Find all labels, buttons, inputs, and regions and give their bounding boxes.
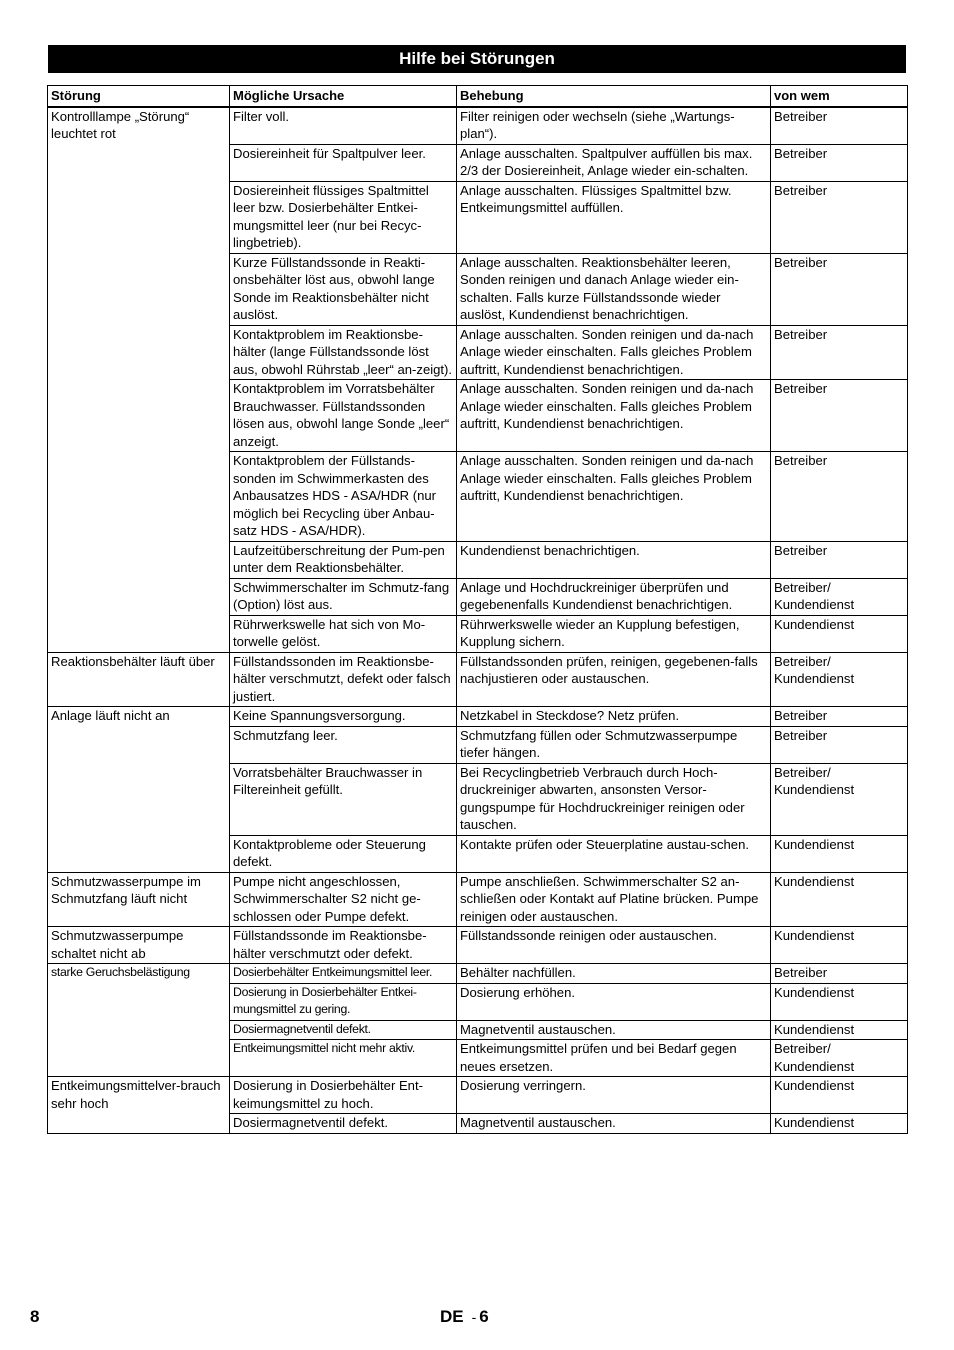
cause-cell: Dosiereinheit flüssiges Spaltmittel leer bzw. Dosierbehälter Entkei-mungsmittel leer (nur bei Recyc-lingbetrieb). — [230, 181, 457, 253]
cause-cell: Schmutzfang leer. — [230, 726, 457, 763]
cause-cell: Dosierung in Dosierbehälter Ent-keimungsmittel zu hoch. — [230, 1077, 457, 1114]
responsible-cell: Betreiber — [771, 707, 908, 727]
remedy-cell: Anlage und Hochdruckreiniger überprüfen und gegebenenfalls Kundendienst benachrichtigen. — [457, 578, 771, 615]
remedy-cell: Anlage ausschalten. Sonden reinigen und da-nach Anlage wieder einschalten. Falls gleiches Problem auftritt, Kundendienst benachrichtigen. — [457, 380, 771, 452]
column-header-cause: Mögliche Ursache — [230, 86, 457, 107]
remedy-cell: Kundendienst benachrichtigen. — [457, 541, 771, 578]
remedy-cell: Bei Recyclingbetrieb Verbrauch durch Hoch-druckreiniger abwarten, ansonsten Versor-gungspumpe für Hochdruckreiniger reinigen oder tauschen. — [457, 763, 771, 835]
table-row — [48, 964, 908, 984]
remedy-cell: Dosierung verringern. — [457, 1077, 771, 1114]
responsible-cell: Betreiber/ Kundendienst — [771, 652, 908, 707]
responsible-cell: Kundendienst — [771, 835, 908, 872]
remedy-cell: Magnetventil austauschen. — [457, 1020, 771, 1040]
cause-cell: Rührwerkswelle hat sich von Mo-torwelle gelöst. — [230, 615, 457, 652]
page-title: Hilfe bei Störungen — [48, 45, 906, 73]
fault-cell: Kontrolllampe „Störung“ leuchtet rot — [48, 107, 230, 653]
cause-cell: Kontaktprobleme oder Steuerung defekt. — [230, 835, 457, 872]
remedy-cell: Dosierung erhöhen. — [457, 983, 771, 1020]
fault-cell: Anlage läuft nicht an — [48, 707, 230, 873]
responsible-cell: Kundendienst — [771, 615, 908, 652]
table-body — [48, 107, 908, 1134]
section-page-number: 6 — [479, 1307, 489, 1326]
remedy-cell: Behälter nachfüllen. — [457, 964, 771, 984]
remedy-cell: Netzkabel in Steckdose? Netz prüfen. — [457, 707, 771, 727]
fault-cell: Schmutzwasserpumpe im Schmutzfang läuft nicht — [48, 872, 230, 927]
cause-cell: Dosiermagnetventil defekt. — [230, 1020, 457, 1040]
remedy-cell: Anlage ausschalten. Sonden reinigen und da-nach Anlage wieder einschalten. Falls gleiches Problem auftritt, Kundendienst benachrichtigen. — [457, 325, 771, 380]
responsible-cell: Betreiber — [771, 181, 908, 253]
column-header-responsible: von wem — [771, 86, 908, 107]
responsible-cell: Betreiber — [771, 541, 908, 578]
remedy-cell: Pumpe anschließen. Schwimmerschalter S2 an-schließen oder Kontakt auf Platine brücken. Pumpe reinigen oder austauschen. — [457, 872, 771, 927]
fault-cell: Entkeimungsmittelver-brauch sehr hoch — [48, 1077, 230, 1134]
remedy-cell: Entkeimungsmittel prüfen und bei Bedarf gegen neues ersetzen. — [457, 1040, 771, 1077]
responsible-cell: Kundendienst — [771, 927, 908, 964]
cause-cell: Keine Spannungsversorgung. — [230, 707, 457, 727]
table-header-row — [48, 86, 908, 107]
responsible-cell: Betreiber — [771, 380, 908, 452]
column-header-remedy: Behebung — [457, 86, 771, 107]
cause-cell: Dosiermagnetventil defekt. — [230, 1114, 457, 1134]
table-row — [48, 107, 908, 145]
remedy-cell: Füllstandssonde reinigen oder austauschen. — [457, 927, 771, 964]
responsible-cell: Kundendienst — [771, 983, 908, 1020]
responsible-cell: Kundendienst — [771, 1020, 908, 1040]
cause-cell: Kurze Füllstandssonde in Reakti-onsbehälter löst aus, obwohl lange Sonde im Reaktionsbehälter nicht auslöst. — [230, 253, 457, 325]
troubleshooting-table — [47, 85, 908, 1134]
remedy-cell: Filter reinigen oder wechseln (siehe „Wartungs-plan“). — [457, 107, 771, 145]
remedy-cell: Füllstandssonden prüfen, reinigen, gegebenen-falls nachjustieren oder austauschen. — [457, 652, 771, 707]
cause-cell: Füllstandssonde im Reaktionsbe-hälter verschmutzt oder defekt. — [230, 927, 457, 964]
cause-cell: Kontaktproblem im Reaktionsbe-hälter (lange Füllstandssonde löst aus, obwohl Rührstab „leer“ an-zeigt). — [230, 325, 457, 380]
remedy-cell: Anlage ausschalten. Spaltpulver auffüllen bis max. 2/3 der Dosiereinheit, Anlage wieder ein-schalten. — [457, 144, 771, 181]
table-row — [48, 927, 908, 964]
cause-cell: Dosierung in Dosierbehälter Entkei-mungsmittel zu gering. — [230, 983, 457, 1020]
table-row — [48, 872, 908, 927]
cause-cell: Vorratsbehälter Brauchwasser in Filtereinheit gefüllt. — [230, 763, 457, 835]
cause-cell: Schwimmerschalter im Schmutz-fang (Option) löst aus. — [230, 578, 457, 615]
column-header-fault: Störung — [48, 86, 230, 107]
page-separator: - — [471, 1309, 477, 1325]
remedy-cell: Anlage ausschalten. Sonden reinigen und da-nach Anlage wieder einschalten. Falls gleiches Problem auftritt, Kundendienst benachrichtigen. — [457, 452, 771, 542]
cause-cell: Entkeimungsmittel nicht mehr aktiv. — [230, 1040, 457, 1077]
responsible-cell: Betreiber — [771, 107, 908, 145]
remedy-cell: Anlage ausschalten. Reaktionsbehälter leeren, Sonden reinigen und danach Anlage wieder ein-schalten. Falls kurze Füllstandssonde wieder auslöst, Kundendienst benachrichtigen. — [457, 253, 771, 325]
remedy-cell: Anlage ausschalten. Flüssiges Spaltmittel bzw. Entkeimungsmittel auffüllen. — [457, 181, 771, 253]
cause-cell: Kontaktproblem der Füllstands-sonden im Schwimmerkasten des Anbausatzes HDS - ASA/HDR (nur möglich bei Recycling über Anbau-satz HDS - ASA/HDR). — [230, 452, 457, 542]
responsible-cell: Betreiber — [771, 726, 908, 763]
responsible-cell: Kundendienst — [771, 872, 908, 927]
responsible-cell: Betreiber — [771, 452, 908, 542]
section-page-label — [440, 1307, 489, 1327]
fault-cell: Reaktionsbehälter läuft über — [48, 652, 230, 707]
cause-cell: Kontaktproblem im Vorratsbehälter Brauchwasser. Füllstandssonden lösen aus, obwohl lange Sonde „leer“ anzeigt. — [230, 380, 457, 452]
responsible-cell: Betreiber — [771, 253, 908, 325]
remedy-cell: Kontakte prüfen oder Steuerplatine austau-schen. — [457, 835, 771, 872]
language-code: DE — [440, 1307, 464, 1326]
responsible-cell: Betreiber — [771, 964, 908, 984]
cause-cell: Füllstandssonden im Reaktionsbe-hälter verschmutzt, defekt oder falsch justiert. — [230, 652, 457, 707]
responsible-cell: Betreiber/ Kundendienst — [771, 1040, 908, 1077]
responsible-cell: Betreiber/ Kundendienst — [771, 578, 908, 615]
fault-cell: Schmutzwasserpumpe schaltet nicht ab — [48, 927, 230, 964]
remedy-cell: Rührwerkswelle wieder an Kupplung befestigen, Kupplung sichern. — [457, 615, 771, 652]
page-number: 8 — [30, 1307, 40, 1326]
responsible-cell: Betreiber/ Kundendienst — [771, 763, 908, 835]
responsible-cell: Kundendienst — [771, 1077, 908, 1114]
cause-cell: Dosiereinheit für Spaltpulver leer. — [230, 144, 457, 181]
fault-cell: starke Geruchsbelästigung — [48, 964, 230, 1077]
cause-cell: Laufzeitüberschreitung der Pum-pen unter dem Reaktionsbehälter. — [230, 541, 457, 578]
responsible-cell: Betreiber — [771, 144, 908, 181]
remedy-cell: Magnetventil austauschen. — [457, 1114, 771, 1134]
table-row — [48, 707, 908, 727]
table-row — [48, 1077, 908, 1114]
cause-cell: Pumpe nicht angeschlossen, Schwimmerschalter S2 nicht ge-schlossen oder Pumpe defekt. — [230, 872, 457, 927]
cause-cell: Dosierbehälter Entkeimungsmittel leer. — [230, 964, 457, 984]
cause-cell: Filter voll. — [230, 107, 457, 145]
table-row — [48, 652, 908, 707]
remedy-cell: Schmutzfang füllen oder Schmutzwasserpumpe tiefer hängen. — [457, 726, 771, 763]
responsible-cell: Kundendienst — [771, 1114, 908, 1134]
responsible-cell: Betreiber — [771, 325, 908, 380]
